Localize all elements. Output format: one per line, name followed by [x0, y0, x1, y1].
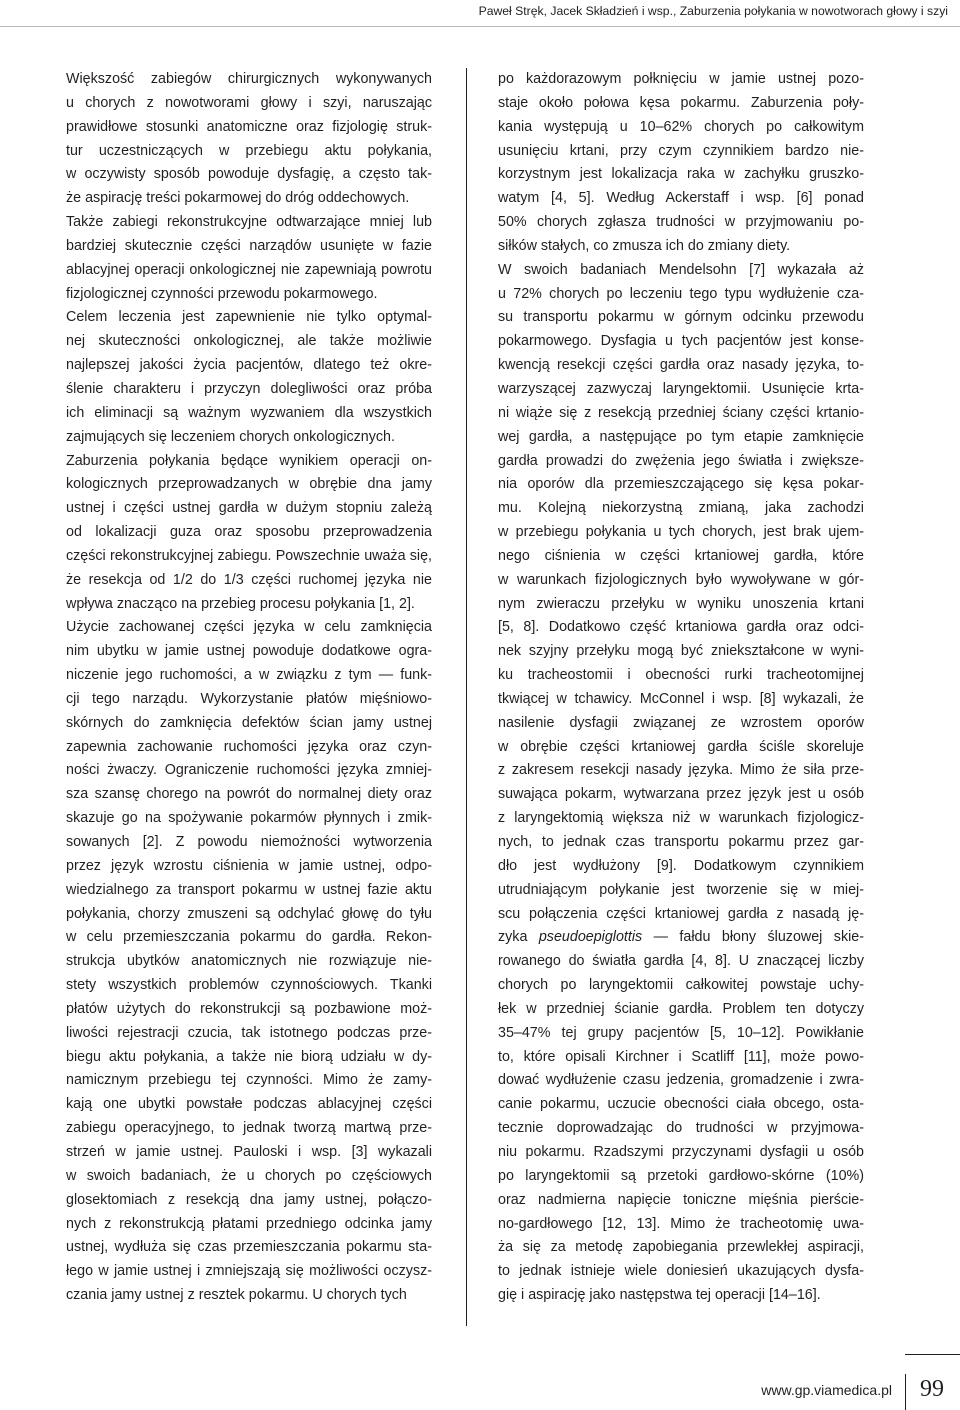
text-line: nym zwieraczu przełyku w wyniku unoszenia krtani — [498, 595, 864, 612]
italic-term: pseudoepiglottis — [538, 929, 643, 946]
text-line: nych z rekonstrukcją płatami przedniego odcinka jamy — [66, 1215, 432, 1232]
text-segment: — fałdu błony śluzowej skie- — [642, 929, 864, 946]
text-line: sowanych [2]. Z powodu niemożności wytworzenia — [66, 834, 432, 850]
text-line: staje około połowa kęsa pokarmu. Zaburzenia poły- — [498, 94, 864, 111]
text-line: Celem leczenia jest zapewnienie nie tylko optymal- — [66, 309, 432, 326]
text-line: gię i aspirację jako następstwa tej operacji [14–16]. — [498, 1287, 821, 1304]
text-line: rowanego do światła gardła [4, 8]. U znaczącej liczby — [498, 953, 864, 970]
text-line: z laryngektomią większa niż w warunkach fizjologicz- — [498, 810, 864, 827]
text-line: Większość zabiegów chirurgicznych wykonywanych — [66, 71, 432, 87]
text-line: warzyszącej zazwyczaj laryngektomii. Usunięcie krta- — [498, 380, 864, 397]
text-line: przez język wzrostu ciśnienia w jamie ustnej, odpo- — [66, 857, 432, 874]
text-line: prawidłowe stosunki anatomiczne oraz fizjologię struk- — [66, 118, 432, 135]
text-line: dło jest wydłużony [9]. Dodatkowym czynnikiem — [498, 857, 864, 874]
text-line: scu połączenia części krtaniowej gardła z nasadą ję- — [498, 905, 864, 922]
journal-url: www.gp.viamedica.pl — [761, 1382, 892, 1398]
text-line: ustnej, wydłuża się czas przemieszczania pokarmu sta- — [66, 1239, 432, 1256]
text-line: su transportu pokarmu w górnym odcinku przewodu — [498, 309, 864, 326]
text-line: niu pokarmu. Rzadszymi przyczynami dysfagii u osób — [498, 1143, 864, 1160]
text-line: ślenie charakteru i przyczyn dolegliwości oraz próba — [66, 380, 432, 397]
text-line: w warunkach fizjologicznych było wywoływane w gór- — [498, 571, 864, 588]
text-line: połykania, chorzy zmuszeni są odchylać głowę do tyłu — [66, 905, 432, 922]
text-line: chorych po laryngektomii całkowitej powstaje uchy- — [498, 977, 864, 994]
text-line: glosektomiach z resekcją dna jamy ustnej, połączo- — [66, 1191, 432, 1208]
text-line: ności żwaczy. Ograniczenie ruchomości języka zmniej- — [66, 762, 432, 779]
text-line: wpływa znacząco na przebieg procesu połykania [1, 2]. — [66, 595, 415, 612]
text-line: zapewnia zachowanie ruchomości języka oraz czyn- — [66, 738, 432, 755]
text-line: no-gardłowego [12, 13]. Mimo że tracheotomię uwa- — [498, 1215, 864, 1232]
text-line: skórnych do zamknięcia defektów ścian jamy ustnej — [66, 714, 432, 731]
text-line: wiedzialnego za transport pokarmu w ustnej fazie aktu — [66, 881, 432, 898]
text-line: suwająca pokarm, wytwarzana przez język jest u osób — [498, 786, 864, 803]
text-line: najlepszej jakości życia pacjentów, dlatego też okre- — [66, 357, 432, 374]
text-line: watym [4, 5]. Według Ackerstaff i wsp. [6] ponad — [498, 190, 864, 207]
text-line: tkwiącej w tchawicy. McConnel i wsp. [8] wykazali, że — [498, 690, 864, 707]
text-line: Zaburzenia połykania będące wynikiem operacji on- — [66, 452, 432, 469]
text-line: kają one ubytki powstałe podczas ablacyjnej części — [66, 1096, 432, 1113]
text-line: nasilenie dysfagii związanej ze wzrostem oporów — [498, 714, 864, 731]
text-line: utrudniającym połykanie jest tworzenie się w miej- — [498, 881, 864, 898]
text-line: kologicznych przeprowadzanych w obrębie dna jamy — [66, 476, 432, 493]
text-line: mu. Kolejną niekorzystną zmianą, jaka zachodzi — [498, 500, 864, 517]
text-line — [498, 926, 864, 950]
text-line: biegu aktu połykania, a także nie biorą udziału w dy- — [66, 1048, 432, 1065]
text-line: w obrębie części krtaniowej gardła ściśle skoreluje — [498, 738, 864, 755]
column-divider — [466, 68, 467, 1326]
text-line: usunięciu krtani, przy czym czynnikiem bardzo nie- — [498, 142, 864, 159]
text-line: oraz nadmierna napięcie toniczne mięśnia pierście- — [498, 1191, 864, 1208]
text-line: po laryngektomii są przetoki gardłowo-skórne (10%) — [498, 1167, 864, 1184]
text-line: skazuje go na spożywanie pokarmów płynnych i zmik- — [66, 810, 432, 827]
text-line: korzystnym jest lokalizacja raka w zachyłku gruszko- — [498, 166, 864, 183]
text-line: 35–47% tej grupy pacjentów [5, 10–12]. Powikłanie — [498, 1024, 864, 1041]
footer-rule — [905, 1354, 960, 1355]
text-line: w oczywisty sposób powoduje dysfagię, a często tak- — [66, 166, 432, 183]
text-line: u chorych z nowotworami głowy i szyi, naruszając — [66, 94, 432, 111]
text-line: nek szyjny przełyku mogą być zniekształcone w wyni- — [498, 643, 864, 660]
text-line: strukcja ubytków anatomicznych nie rozwiązuje nie- — [66, 953, 432, 970]
text-line: 50% chorych zgłasza trudności w przyjmowaniu po- — [498, 214, 864, 231]
text-line: liwości rejestracji czucia, tak istotnego podczas prze- — [66, 1024, 432, 1041]
text-line: czania jamy ustnej z resztek pokarmu. U chorych tych — [66, 1287, 407, 1304]
header-rule — [0, 26, 960, 27]
text-line: Także zabiegi rekonstrukcyjne odtwarzające mniej lub — [66, 214, 432, 231]
text-line: cji tego narządu. Wykorzystanie płatów mięśniowo- — [66, 690, 432, 707]
text-line: fizjologicznej czynności przewodu pokarmowego. — [66, 285, 378, 302]
text-line: że resekcja od 1/2 do 1/3 części ruchomej języka nie — [66, 571, 432, 588]
text-line: kwencją resekcji części gardła oraz nasady języka, to- — [498, 357, 864, 374]
text-line: po każdorazowym połknięciu w jamie ustnej pozo- — [498, 71, 864, 87]
text-line: W swoich badaniach Mendelsohn [7] wykazała aż — [498, 261, 864, 278]
text-line: Użycie zachowanej części języka w celu zamknięcia — [66, 619, 432, 636]
text-line: strzeń w jamie ustnej. Pauloski i wsp. [3] wykazali — [66, 1143, 432, 1160]
text-line: nim ubytku w jamie ustnej powoduje dodatkowe ogra- — [66, 643, 432, 660]
footer-divider — [905, 1374, 906, 1410]
text-line: ni wiąże się z resekcją przedniej ściany części krtanio- — [498, 404, 864, 421]
text-line: łego w jamie ustnej i zmniejszają się możliwości oczysz- — [66, 1263, 432, 1280]
text-line: z zakresem resekcji nasady języka. Mimo że siła prze- — [498, 762, 864, 779]
text-line: od lokalizacji guza oraz sposobu przeprowadzenia — [66, 524, 432, 541]
text-line: ich eliminacji są ważnym wyzwaniem dla wszystkich — [66, 404, 432, 421]
text-line: tur uczestniczących w przebiegu aktu połykania, — [66, 142, 432, 159]
text-line: to, które opisali Kirchner i Scatliff [11], może powo- — [498, 1048, 864, 1065]
page-number: 99 — [920, 1376, 944, 1402]
text-line: płatów użytych do rekonstrukcji są pozbawione moż- — [66, 1000, 432, 1017]
text-line: siłków stałych, co zmusza ich do zmiany diety. — [498, 237, 791, 254]
text-line: łek w przedniej ścianie gardła. Problem ten dotyczy — [498, 1000, 864, 1017]
text-line: nia oporów dla przemieszczającego się kęsa pokar- — [498, 476, 864, 493]
text-line: nej skuteczności onkologicznej, ale także możliwie — [66, 333, 432, 350]
text-line: canie pokarmu, uczucie obecności ciała obcego, osta- — [498, 1096, 864, 1113]
text-line: ablacyjnej operacji onkologicznej nie zapewniają powrotu — [66, 261, 432, 278]
text-line: pokarmowego. Dysfagia u tych pacjentów jest konse- — [498, 333, 864, 350]
text-line: niczenie jego ruchomości, a w związku z tym — funk- — [66, 667, 432, 684]
text-line: ku tracheostomii i obecności rurki tracheotomijnej — [498, 667, 864, 684]
text-line: [5, 8]. Dodatkowo część krtaniowa gardła oraz odci- — [498, 619, 864, 636]
text-line: tecznie doprowadzając do trudności w przyjmowa- — [498, 1120, 864, 1137]
running-head: Paweł Stręk, Jacek Składzień i wsp., Zaburzenia połykania w nowotworach głowy i szyi — [478, 4, 948, 18]
text-line: że aspirację treści pokarmowej do dróg oddechowych. — [66, 190, 410, 207]
text-line: części rekonstrukcyjnej zabiegu. Powszechnie uważa się, — [66, 547, 432, 564]
text-line: u 72% chorych po leczeniu tego typu wydłużenie cza- — [498, 285, 864, 302]
text-line: nego ciśnienia w części krtaniowej gardła, które — [498, 547, 864, 564]
text-line: kania występują u 10–62% chorych po całkowitym — [498, 118, 864, 135]
text-line: bardziej skutecznie części narządów usunięte w fazie — [66, 237, 432, 254]
text-line: zajmujących się leczeniem chorych onkologicznych. — [66, 428, 395, 445]
text-segment: zyka — [498, 929, 539, 946]
right-text-column — [498, 68, 864, 1308]
text-line: zabiegu operacyjnego, to jednak tworzą martwą prze- — [66, 1120, 432, 1137]
text-line: dować wydłużenie czasu jedzenia, gromadzenie i zwra- — [498, 1072, 864, 1089]
text-line: to jednak istnieje wiele doniesień ukazujących dysfa- — [498, 1263, 864, 1280]
text-line: namicznym przebiegu tej czynności. Mimo że zamy- — [66, 1072, 432, 1089]
text-line: w przebiegu połykania u tych chorych, jest brak ujem- — [498, 524, 864, 541]
text-line: stety wszystkich problemów czynnościowych. Tkanki — [66, 977, 432, 994]
left-text-column — [66, 68, 432, 1308]
text-line: w swoich badaniach, że u chorych po częściowych — [66, 1167, 432, 1184]
text-line: sza szansę chorego na powrót do normalnej diety oraz — [66, 786, 432, 803]
text-line: wej gardła, a następujące po tym etapie zamknięcie — [498, 428, 864, 445]
text-line: ustnej i części ustnej gardła w dużym stopniu zależą — [66, 500, 432, 517]
text-line: w celu przemieszczania pokarmu do gardła. Rekon- — [66, 929, 432, 946]
text-line: nych, to jednak czas transportu pokarmu przez gar- — [498, 834, 864, 850]
text-line: gardła prowadzi do zwężenia jego światła i zwiększe- — [498, 452, 864, 469]
text-line: ża się za metodę zapobiegania przewlekłej aspiracji, — [498, 1239, 864, 1256]
